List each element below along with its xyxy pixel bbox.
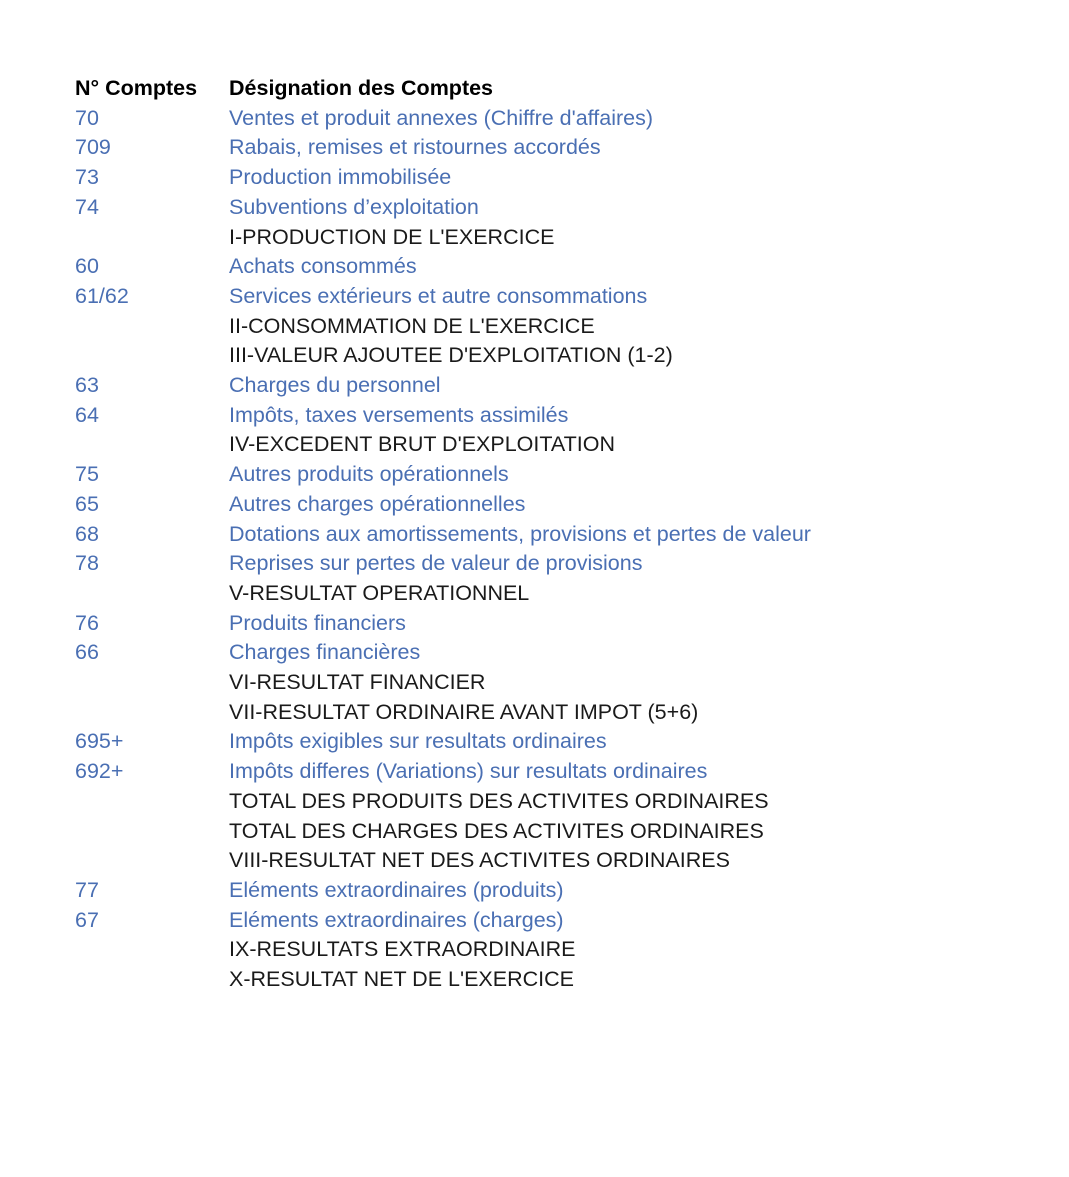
account-label: Rabais, remises et ristournes accordés [229, 135, 601, 160]
account-number: 64 [75, 402, 99, 427]
account-number [75, 965, 229, 995]
total-label: V-RESULTAT OPERATIONNEL [229, 580, 530, 605]
total-label: TOTAL DES PRODUITS DES ACTIVITES ORDINAIRES [229, 788, 769, 813]
total-label: IV-EXCEDENT BRUT D'EXPLOITATION [229, 432, 616, 457]
total-row [75, 579, 811, 609]
account-row [75, 193, 811, 223]
account-number: 77 [75, 877, 99, 902]
accounts-table [75, 74, 811, 995]
account-number: 692+ [75, 759, 124, 784]
total-label: TOTAL DES CHARGES DES ACTIVITES ORDINAIRES [229, 818, 764, 843]
account-row [75, 133, 811, 163]
account-label: Services extérieurs et autre consommations [229, 283, 648, 308]
account-row [75, 876, 811, 906]
account-label: Ventes et produit annexes (Chiffre d'affaires) [229, 105, 654, 130]
account-label: Production immobilisée [229, 165, 452, 190]
total-label: IX-RESULTATS EXTRAORDINAIRE [229, 937, 576, 962]
total-row [75, 312, 811, 342]
account-label: Subventions d’exploitation [229, 194, 479, 219]
account-label: Impôts differes (Variations) sur resultats ordinaires [229, 759, 708, 784]
account-number [75, 579, 229, 609]
account-number [75, 223, 229, 253]
account-number-header: N° Comptes [75, 76, 198, 100]
account-row [75, 638, 811, 668]
total-label: I-PRODUCTION DE L'EXERCICE [229, 224, 555, 249]
account-number: 78 [75, 551, 99, 576]
total-label: II-CONSOMMATION DE L'EXERCICE [229, 313, 595, 338]
account-number: 709 [75, 135, 111, 160]
account-number [75, 668, 229, 698]
account-number: 66 [75, 640, 99, 665]
total-label: VIII-RESULTAT NET DES ACTIVITES ORDINAIRES [229, 848, 730, 873]
account-number: 61/62 [75, 283, 129, 308]
account-row [75, 520, 811, 550]
account-row [75, 490, 811, 520]
total-label: III-VALEUR AJOUTEE D'EXPLOITATION (1-2) [229, 343, 673, 368]
account-row [75, 104, 811, 134]
account-label: Impôts exigibles sur resultats ordinaires [229, 729, 607, 754]
header-row [75, 74, 811, 104]
account-label: Reprises sur pertes de valeur de provisions [229, 551, 643, 576]
account-number: 70 [75, 105, 99, 130]
account-row [75, 549, 811, 579]
account-row [75, 163, 811, 193]
account-label: Eléments extraordinaires (charges) [229, 907, 564, 932]
account-label: Dotations aux amortissements, provisions et pertes de valeur [229, 521, 811, 546]
account-number [75, 312, 229, 342]
account-number: 63 [75, 373, 99, 398]
account-label: Charges du personnel [229, 373, 441, 398]
account-number [75, 935, 229, 965]
total-row [75, 935, 811, 965]
account-row [75, 371, 811, 401]
account-row [75, 906, 811, 936]
account-number: 73 [75, 165, 99, 190]
total-label: X-RESULTAT NET DE L'EXERCICE [229, 967, 574, 992]
account-row [75, 460, 811, 490]
total-row [75, 668, 811, 698]
account-number [75, 430, 229, 460]
account-number: 60 [75, 254, 99, 279]
total-row [75, 223, 811, 253]
account-number [75, 698, 229, 728]
account-row [75, 282, 811, 312]
account-label: Achats consommés [229, 254, 417, 279]
total-row [75, 698, 811, 728]
account-row [75, 609, 811, 639]
accounts-sheet [75, 74, 811, 995]
account-row [75, 727, 811, 757]
accounts-body [75, 104, 811, 995]
account-number [75, 341, 229, 371]
account-number: 74 [75, 194, 99, 219]
account-row [75, 401, 811, 431]
account-row [75, 252, 811, 282]
total-row [75, 965, 811, 995]
account-label: Autres charges opérationnelles [229, 491, 526, 516]
designation-header: Désignation des Comptes [229, 76, 494, 100]
total-label: VI-RESULTAT FINANCIER [229, 670, 486, 695]
account-number: 75 [75, 462, 99, 487]
account-row [75, 757, 811, 787]
account-number [75, 846, 229, 876]
total-row [75, 846, 811, 876]
account-number [75, 817, 229, 847]
account-number: 65 [75, 491, 99, 516]
account-number [75, 787, 229, 817]
account-number: 67 [75, 907, 99, 932]
total-row [75, 341, 811, 371]
account-label: Impôts, taxes versements assimilés [229, 402, 569, 427]
total-row [75, 430, 811, 460]
total-row [75, 817, 811, 847]
account-label: Charges financières [229, 640, 421, 665]
account-label: Produits financiers [229, 610, 406, 635]
account-number: 76 [75, 610, 99, 635]
account-number: 695+ [75, 729, 124, 754]
account-label: Eléments extraordinaires (produits) [229, 877, 564, 902]
account-number: 68 [75, 521, 99, 546]
account-label: Autres produits opérationnels [229, 462, 509, 487]
total-label: VII-RESULTAT ORDINAIRE AVANT IMPOT (5+6) [229, 699, 699, 724]
total-row [75, 787, 811, 817]
